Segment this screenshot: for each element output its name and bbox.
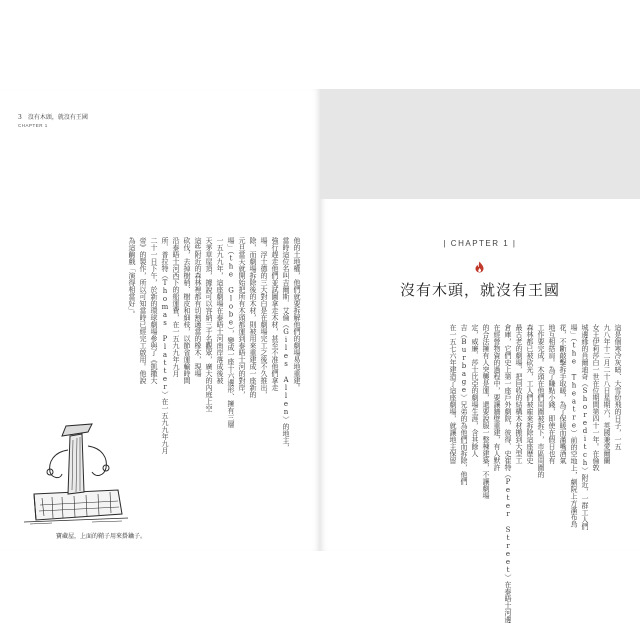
text-column: 當時這位名叫吉爾斯．艾倫（Giles Allen）的地主，	[282, 237, 290, 451]
text-column: 倉庫，它們史上第一座戶外劇院，彼得．史崔特（Peter Street）在泰晤士河邊	[504, 324, 512, 623]
text-column: 他的土地權，他們就要拆解他們的劇場易地重建。	[293, 237, 301, 391]
running-chapter-label: CHAPTER 1	[18, 123, 48, 128]
text-column: 吉（Burbage）兄弟的為他們而拆除，他們	[460, 324, 468, 485]
text-column: 最古老的劇場，把回收的結構木材搬到大型工	[515, 324, 523, 464]
text-column: 為這齣戲「演得相當好」。	[128, 237, 136, 318]
text-column: 城邊緣的肖爾迪奇（Shoreditch）附近，一群工人們	[581, 324, 589, 530]
text-column: 所．普拉特（Thomas Platter）在一五九九年九月	[161, 237, 169, 454]
text-column: 森林都已被砍光，工人們被雇來拆除這座歷史	[526, 324, 534, 464]
text-column: 的合法擁有人突襲是運，還要說服一整棟建築，不讓劇場	[482, 324, 490, 499]
text-column: 工作要完成。木頭在他們周圍被拆下，市區周圍的	[537, 324, 545, 478]
woodcut-illustration	[22, 406, 130, 526]
text-column: 花，不斷敲擊拆手取暖，為了保暖而滿嘴酒氣	[559, 324, 567, 464]
chapter-header-band	[320, 89, 640, 199]
flame-icon	[474, 261, 485, 273]
text-column: 帝》的製作，所以可知當時已經完工啟用。他說	[139, 237, 147, 384]
running-title: 沒有木頭，就沒有王國	[27, 114, 88, 121]
text-column: 場，浮士德的三大對白是在劇場完工之後不久推出，	[260, 237, 268, 398]
text-column: 二十一日下午，於新的環球劇場參與了《凱撒大	[150, 237, 158, 384]
page-number: 3	[18, 114, 22, 121]
book-spread	[0, 89, 640, 623]
text-column: 在經營物資的過程中，要讓牆壁重建，有人默許	[493, 324, 501, 471]
text-column: 場」（the Theatre）前的空地上，劇院上方滿布烏	[570, 324, 578, 528]
text-column: 強行趕走他們並試圖拿走木材，甚至不准他們拿走	[271, 237, 279, 391]
left-page	[0, 89, 320, 551]
illustration-caption: 寶藏屋，上面的鞘子用來掛鑰子。	[56, 533, 147, 540]
text-column: 女王伊莉莎白一世在位期間第四十一年。在倫敦	[592, 324, 600, 471]
text-column: 場」（the Globe），變成一座十六邊形、擁有三層	[227, 237, 235, 428]
text-column: 元旦當天就開始把所有木頭都運到泰晤士河的對岸，	[238, 237, 246, 398]
text-column: 砍伐，去掉樹梢、樹皮和細枝，以節省運輸時間	[183, 237, 191, 384]
right-page	[320, 89, 640, 623]
text-column: 沿泰晤士河西下的船運費，在一五九九年九月	[172, 237, 180, 377]
text-column: 定，威廉．莎士比亞的劇場生涯，含其餘人	[471, 324, 479, 457]
text-column: 這些附近的森林裡都有切割適當的橡木，現場	[194, 237, 202, 377]
text-column: 除，而劇場拆除後的木材，則被用來重建成一座新的	[249, 237, 257, 398]
text-column: 地互相搭肩。為了賺點小錢，即使在假日也有	[548, 324, 556, 464]
chapter-label: | CHAPTER 1 |	[443, 239, 517, 248]
text-column: 在一五七六年建造了這座劇場，就讓地主保留	[449, 324, 457, 464]
chapter-title: 沒有木頭，就沒有王國	[399, 281, 560, 299]
text-column: 天茅草屋頂，據說可以容納三千名觀眾，廣大的內庭上空	[205, 237, 213, 412]
text-column: 這是個寒冷灰暗、大雪紛飛的日子，一五	[614, 324, 622, 450]
text-column: 九八年十二月二十八日星期六，英國兼愛爾蘭	[603, 324, 611, 464]
running-head	[18, 114, 88, 130]
text-column: 一五九九年，這座劇場在泰晤士河南岸落成後被	[216, 237, 224, 384]
